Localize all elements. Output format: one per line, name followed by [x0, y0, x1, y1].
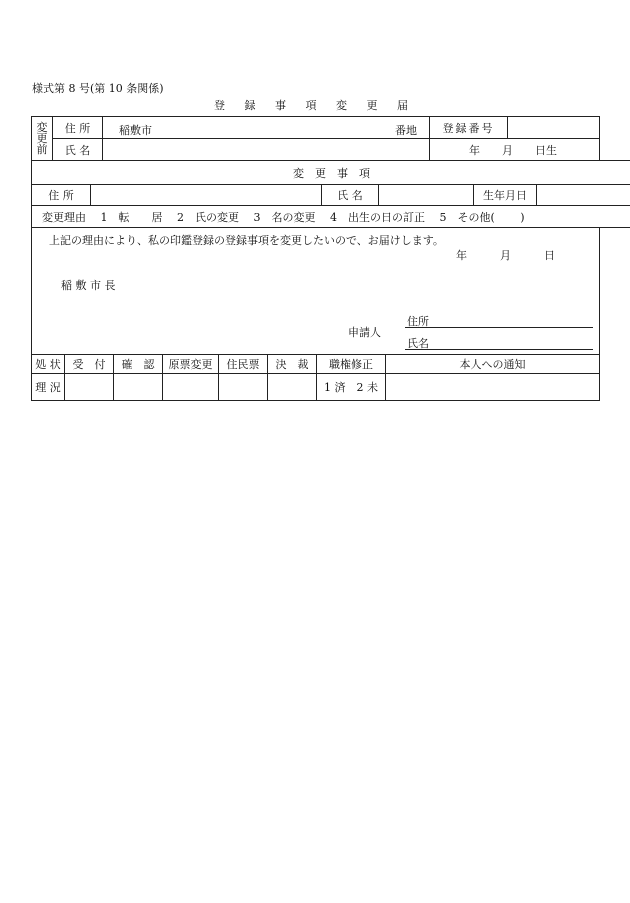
resident-register-field[interactable]	[219, 374, 268, 401]
banchi-label: 番地	[395, 124, 417, 137]
before-change-side-label: 変更前	[32, 117, 53, 161]
column-resident-register: 住民票	[219, 355, 268, 374]
mayor-addressee: 稲 敷 市 長	[61, 279, 116, 292]
confirmation-field[interactable]	[114, 374, 163, 401]
before-address-value: 稲敷市	[119, 124, 152, 137]
processing-label-top: 処 状	[32, 355, 65, 374]
before-address-label: 住 所	[53, 117, 103, 139]
after-name-field[interactable]	[379, 185, 474, 206]
statement-date: 年 月 日	[456, 249, 555, 262]
form-number-label: 様式第 8 号(第 10 条関係)	[32, 82, 164, 95]
reception-field[interactable]	[65, 374, 114, 401]
applicant-name-line[interactable]	[405, 349, 593, 350]
before-name-label: 氏 名	[53, 139, 103, 161]
processing-status-table	[31, 354, 600, 401]
column-official-correction: 職権修正	[317, 355, 386, 374]
notice-to-person-field[interactable]	[386, 374, 600, 401]
original-record-change-field[interactable]	[163, 374, 219, 401]
before-address-field[interactable]	[103, 117, 430, 139]
change-reason-options: 変更理由 1 転 居 2 氏の変更 3 名の変更 4 出生の日の訂正 5 その他( )	[42, 210, 525, 224]
change-items-table	[31, 160, 630, 228]
after-birthdate-field[interactable]	[537, 185, 630, 206]
after-birthdate-label: 生年月日	[474, 185, 537, 206]
change-reason-row[interactable]	[32, 206, 630, 228]
applicant-address-label: 住所	[407, 315, 429, 328]
after-address-label: 住 所	[32, 185, 91, 206]
approval-field[interactable]	[268, 374, 317, 401]
before-name-field[interactable]	[103, 139, 430, 161]
processing-label-bottom: 理 況	[32, 374, 65, 401]
applicant-name-label: 氏名	[407, 337, 429, 350]
after-address-field[interactable]	[91, 185, 322, 206]
official-correction-field[interactable]	[317, 374, 386, 401]
applicant-address-line[interactable]	[405, 327, 593, 328]
before-birthdate-field[interactable]	[430, 139, 600, 161]
column-notice-to-person: 本人への通知	[386, 355, 600, 374]
before-birthdate-label: 年 月 日生	[469, 143, 557, 157]
statement-area	[31, 227, 600, 354]
applicant-label: 申請人	[348, 326, 381, 339]
column-confirmation: 確 認	[114, 355, 163, 374]
change-items-heading: 変 更 事 項	[32, 161, 630, 185]
statement-text: 上記の理由により、私の印鑑登録の登録事項を変更したいので、お届けします。	[49, 234, 444, 247]
after-name-label: 氏 名	[322, 185, 379, 206]
registration-number-label: 登録番号	[430, 117, 508, 139]
before-change-table	[31, 116, 600, 161]
form-title: 登 録 事 項 変 更 届	[214, 99, 416, 112]
column-reception: 受 付	[65, 355, 114, 374]
official-correction-options: 1 済 2 未	[324, 381, 378, 394]
registration-number-field[interactable]	[508, 117, 600, 139]
column-original-record-change: 原票変更	[163, 355, 219, 374]
column-approval: 決 裁	[268, 355, 317, 374]
